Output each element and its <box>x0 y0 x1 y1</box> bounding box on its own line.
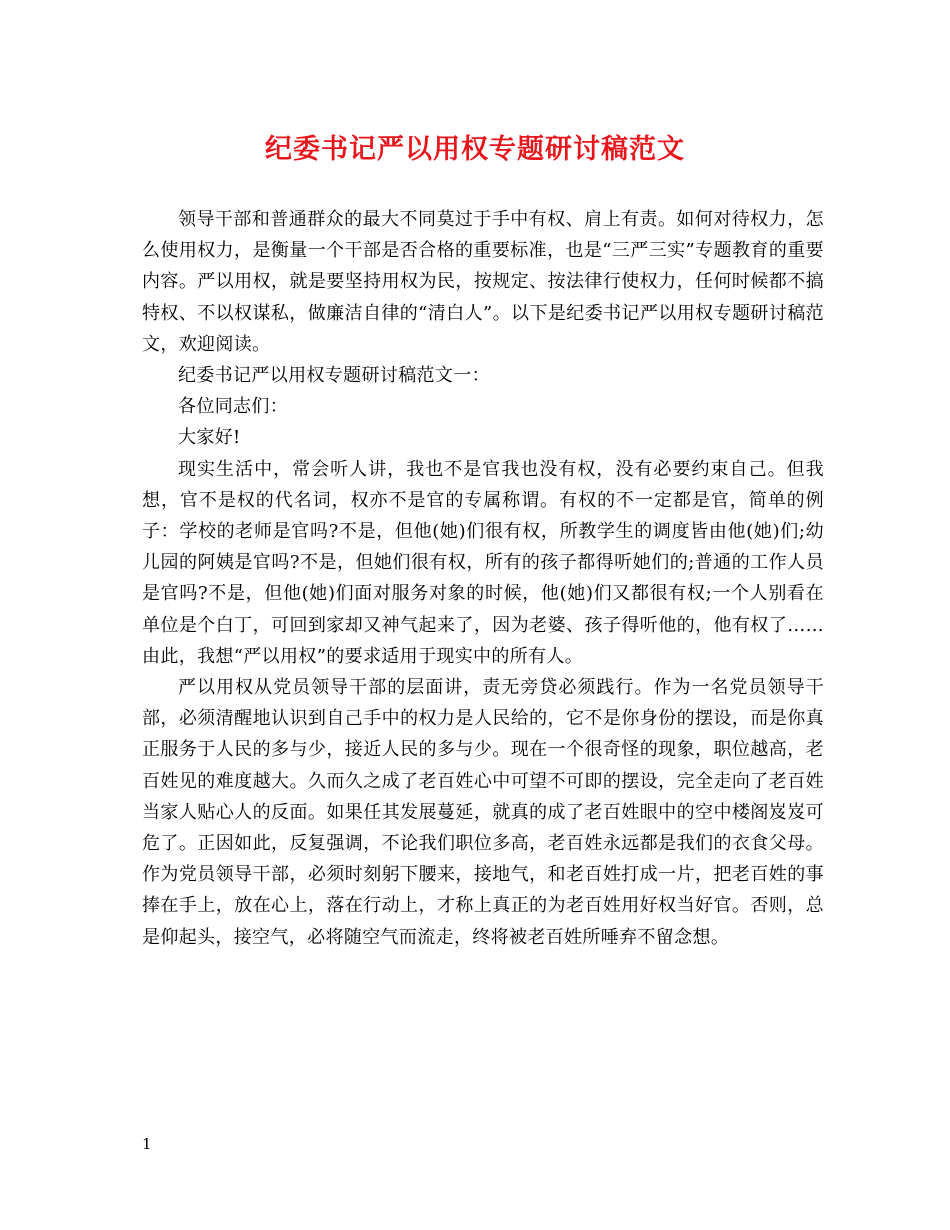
page-number: 1 <box>142 1135 152 1153</box>
document-body <box>142 204 824 953</box>
body-paragraph-2: 严以用权从党员领导干部的层面讲，责无旁贷必须践行。作为一名党员领导干部，必须清醒地认识到自己手中的权力是人民给的，它不是你身份的摆设，而是你真正服务于人民的多与少，接近人民的多与少。现在一个很奇怪的现象，职位越高，老百姓见的难度越大。久而久之成了老百姓心中可望不可即的摆设，完全走向了老百姓当家人贴心人的反面。如果任其发展蔓延，就真的成了老百姓眼中的空中楼阁岌岌可危了。正因如此，反复强调，不论我们职位多高，老百姓永远都是我们的衣食父母。作为党员领导干部，必须时刻躬下腰来，接地气，和老百姓打成一片，把老百姓的事捧在手上，放在心上，落在行动上，才称上真正的为老百姓用好权当好官。否则，总是仰起头，接空气，必将随空气而流走，终将被老百姓所唾弃不留念想。 <box>142 677 824 948</box>
salutation: 各位同志们： <box>178 396 289 418</box>
section-heading: 纪委书记严以用权专题研讨稿范文一： <box>178 365 490 387</box>
intro-paragraph: 领导干部和普通群众的最大不同莫过于手中有权、肩上有责。如何对待权力，怎么使用权力，是衡量一个干部是否合格的重要标准，也是“三严三实”专题教育的重要内容。严以用权，就是要坚持用权为民，按规定、按法律行使权力，任何时候都不搞特权、不以权谋私，做廉洁自律的“清白人”。以下是纪委书记严以用权专题研讨稿范文，欢迎阅读。 <box>142 209 824 355</box>
greeting: 大家好! <box>178 427 241 449</box>
body-paragraph-1: 现实生活中，常会听人讲，我也不是官我也没有权，没有必要约束自己。但我想，官不是权的代名词，权亦不是官的专属称谓。有权的不一定都是官，简单的例子：学校的老师是官吗?不是，但他(她)们很有权，所教学生的调度皆由他(她)们;幼儿园的阿姨是官吗?不是，但她们很有权，所有的孩子都得听她们的;普通的工作人员是官吗?不是，但他(她)们面对服务对象的时候，他(她)们又都很有权;一个人别看在单位是个白丁，可回到家却又神气起来了，因为老婆、孩子得听他的，他有权了……由此，我想“严以用权”的要求适用于现实中的所有人。 <box>142 458 824 667</box>
document-title: 纪委书记严以用权专题研讨稿范文 <box>265 134 685 165</box>
